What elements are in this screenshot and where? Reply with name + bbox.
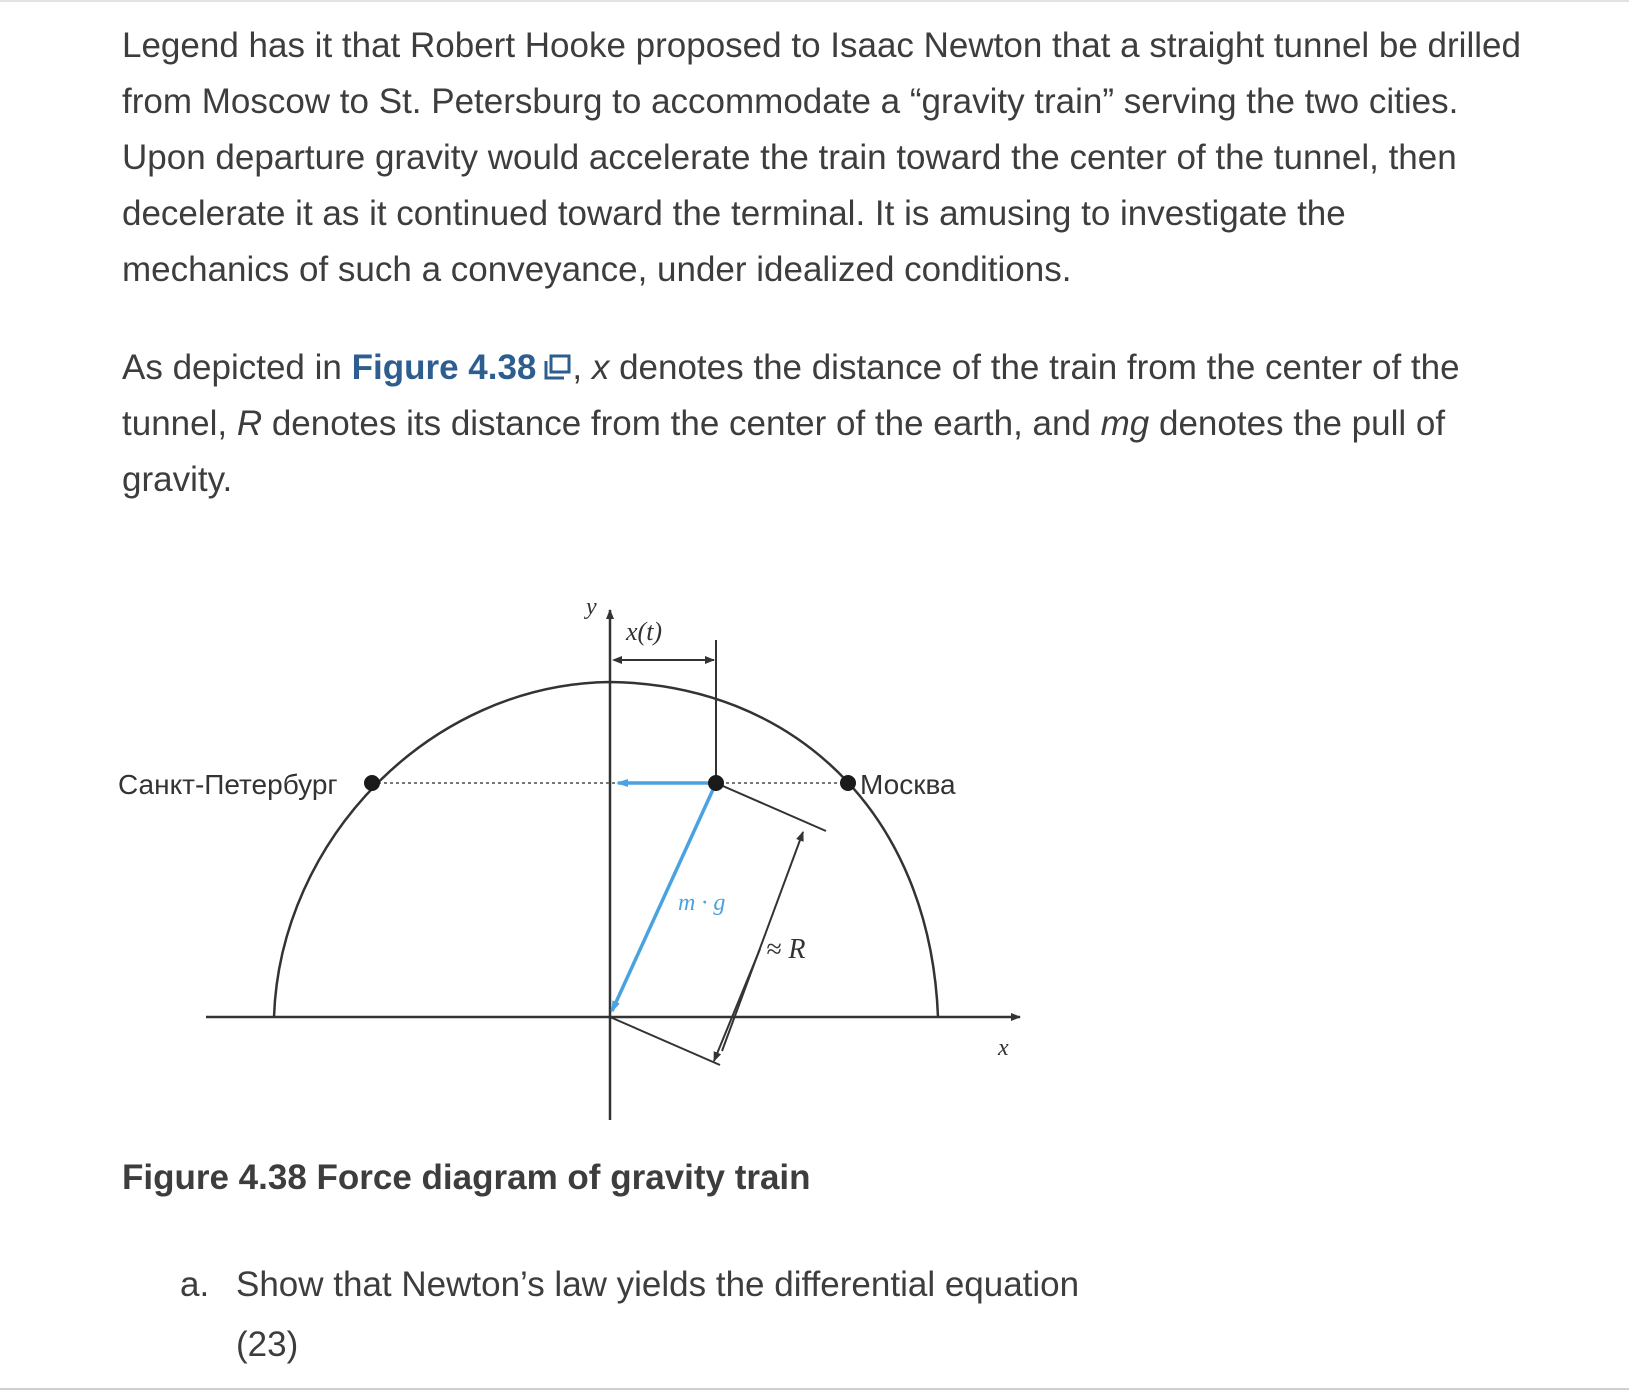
r-label: ≈ R bbox=[766, 934, 806, 965]
var-mg: mg bbox=[1100, 404, 1150, 443]
intro-paragraph: Legend has it that Robert Hooke proposed to Isaac Newton that a straight tunnel be drilled from Moscow to St. Petersburg to accommodate a “gravity train” serving the two cities. Upon departure gravity would accelerate the train toward the center of the tunnel, then decelerate it as it continued toward the terminal. It is amusing to investigate the mechanics of such a conveyance, under idealized conditions. bbox=[122, 26, 1521, 289]
st-petersburg-label: Санкт-Петербург bbox=[118, 769, 338, 800]
var-R: R bbox=[236, 404, 263, 443]
xt-label: x(t) bbox=[626, 617, 663, 646]
figure-4-38-link[interactable]: Figure 4.38 bbox=[351, 348, 537, 387]
text-content bbox=[122, 18, 1522, 508]
moscow-label: Москва bbox=[860, 769, 956, 800]
r-extension-bottom bbox=[610, 1017, 720, 1065]
open-figure-icon[interactable] bbox=[542, 352, 572, 382]
y-axis-label: y bbox=[586, 600, 597, 620]
gravity-train-diagram bbox=[110, 600, 1070, 1120]
r-extension-top bbox=[716, 783, 826, 831]
st-petersburg-dot bbox=[364, 775, 380, 791]
train-dot bbox=[708, 775, 724, 791]
bottom-divider bbox=[0, 1388, 1629, 1390]
figure-description-paragraph: As depicted in Figure 4.38 , x denotes the distance of the train from the center of the tunnel, R denotes its distance from the center of the earth, and mg denotes the pull of gravity. bbox=[122, 348, 1460, 499]
list-item bbox=[180, 1255, 1079, 1315]
xt-arrow-start bbox=[612, 656, 622, 664]
top-divider bbox=[0, 0, 1629, 2]
var-x: x bbox=[591, 348, 610, 387]
mg-label: m · g bbox=[678, 890, 726, 916]
x-axis-label: x bbox=[998, 1035, 1009, 1061]
earth-surface-arc bbox=[274, 682, 938, 1017]
equation-number: (23) bbox=[236, 1325, 299, 1364]
question-list bbox=[180, 1255, 1079, 1375]
moscow-dot bbox=[840, 775, 856, 791]
list-marker: a. bbox=[180, 1265, 210, 1304]
r-dimension-arrow-back bbox=[714, 949, 760, 1061]
question-text: Show that Newton’s law yields the differential equation bbox=[236, 1265, 1080, 1304]
diagram-svg bbox=[110, 600, 1070, 1120]
figure-caption: Figure 4.38 Force diagram of gravity train bbox=[122, 1158, 811, 1197]
